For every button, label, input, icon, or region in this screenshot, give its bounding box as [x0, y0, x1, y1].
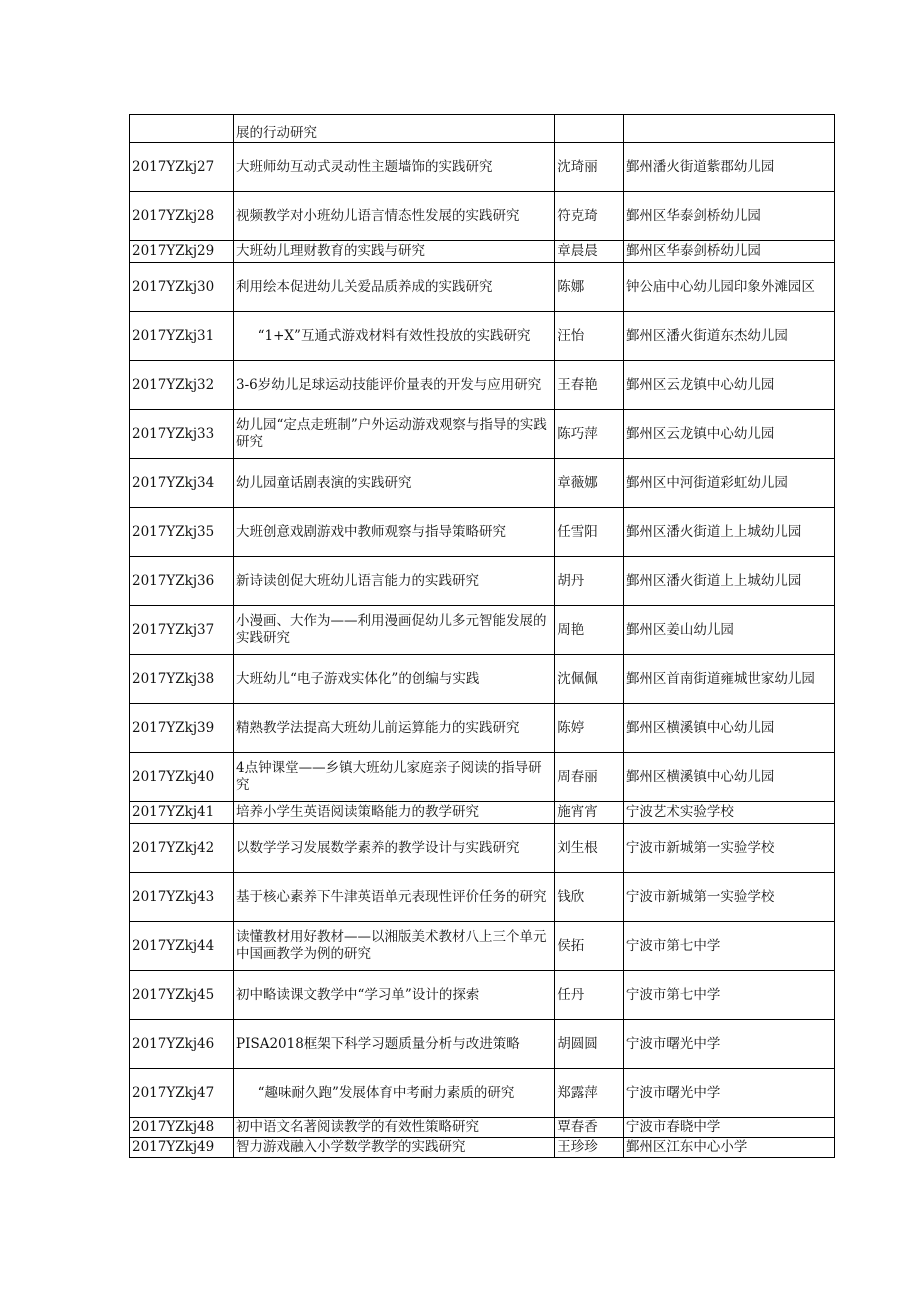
unit-cell: 鄞州区潘火街道上上城幼儿园	[623, 557, 834, 606]
name-cell: 王春艳	[555, 361, 624, 410]
unit-cell: 宁波市曙光中学	[623, 1069, 834, 1118]
name-cell: 郑露萍	[555, 1069, 624, 1118]
table-row	[130, 922, 835, 971]
title-text: 智力游戏融入小学数学教学的实践研究	[236, 1139, 466, 1155]
unit-cell: 宁波市春晓中学	[623, 1118, 834, 1138]
title-cell	[234, 1069, 555, 1118]
code-cell: 2017YZkj47	[130, 1069, 234, 1118]
title-cell	[234, 1118, 555, 1138]
code-cell: 2017YZkj40	[130, 753, 234, 802]
title-cell	[234, 606, 555, 655]
table-row	[130, 1118, 835, 1138]
code-cell: 2017YZkj28	[130, 192, 234, 241]
code-cell: 2017YZkj44	[130, 922, 234, 971]
title-cell	[234, 802, 555, 824]
unit-cell: 鄞州区横溪镇中心幼儿园	[623, 704, 834, 753]
name-cell: 施宵宵	[555, 802, 624, 824]
unit-cell: 鄞州区中河街道彩虹幼儿园	[623, 459, 834, 508]
code-cell: 2017YZkj42	[130, 824, 234, 873]
title-text: 大班幼儿理财教育的实践与研究	[236, 243, 426, 259]
name-cell: 钱欣	[555, 873, 624, 922]
title-cell	[234, 312, 555, 361]
title-cell	[234, 922, 555, 971]
code-cell	[130, 115, 234, 143]
title-cell	[234, 241, 555, 263]
title-text: 4点钟课堂——乡镇大班幼儿家庭亲子阅读的指导研究	[236, 760, 542, 793]
title-cell	[234, 753, 555, 802]
table-row	[130, 1020, 835, 1069]
table-row	[130, 873, 835, 922]
table-row	[130, 263, 835, 312]
title-text: 视频教学对小班幼儿语言情态性发展的实践研究	[236, 207, 520, 224]
unit-cell: 鄞州区潘火街道东杰幼儿园	[623, 312, 834, 361]
code-cell: 2017YZkj35	[130, 508, 234, 557]
code-cell: 2017YZkj45	[130, 971, 234, 1020]
title-cell	[234, 115, 555, 143]
title-cell	[234, 824, 555, 873]
table-row	[130, 1138, 835, 1158]
unit-cell: 鄞州区横溪镇中心幼儿园	[623, 753, 834, 802]
title-cell	[234, 361, 555, 410]
unit-cell: 鄞州区华泰剑桥幼儿园	[623, 241, 834, 263]
title-cell	[234, 873, 555, 922]
name-cell: 周春丽	[555, 753, 624, 802]
code-cell: 2017YZkj31	[130, 312, 234, 361]
name-cell: 胡丹	[555, 557, 624, 606]
name-cell: 陈娜	[555, 263, 624, 312]
title-cell	[234, 143, 555, 192]
code-cell: 2017YZkj36	[130, 557, 234, 606]
table-row	[130, 1069, 835, 1118]
unit-cell	[623, 115, 834, 143]
name-cell: 汪怡	[555, 312, 624, 361]
table-row	[130, 655, 835, 704]
unit-cell: 宁波市新城第一实验学校	[623, 824, 834, 873]
table-row	[130, 192, 835, 241]
unit-cell: 宁波艺术实验学校	[623, 802, 834, 824]
title-text: 幼儿园童话剧表演的实践研究	[236, 474, 412, 491]
table-row	[130, 802, 835, 824]
title-text: 基于核心素养下牛津英语单元表现性评价任务的研究	[236, 888, 547, 905]
title-text: 精熟教学法提高大班幼儿前运算能力的实践研究	[236, 719, 520, 736]
table-row-continued	[130, 115, 835, 143]
table-row	[130, 361, 835, 410]
title-cell	[234, 1138, 555, 1158]
code-cell: 2017YZkj32	[130, 361, 234, 410]
code-cell: 2017YZkj48	[130, 1118, 234, 1138]
name-cell: 章薇娜	[555, 459, 624, 508]
code-cell: 2017YZkj43	[130, 873, 234, 922]
title-cell	[234, 704, 555, 753]
unit-cell: 鄞州区江东中心小学	[623, 1138, 834, 1158]
code-cell: 2017YZkj37	[130, 606, 234, 655]
title-cell	[234, 192, 555, 241]
code-cell: 2017YZkj39	[130, 704, 234, 753]
title-text: 初中略读课文教学中“学习单”设计的探索	[236, 986, 480, 1003]
title-text: 以数学学习发展数学素养的教学设计与实践研究	[236, 839, 520, 856]
unit-cell: 宁波市第七中学	[623, 922, 834, 971]
name-cell: 周艳	[555, 606, 624, 655]
unit-cell: 鄞州区姜山幼儿园	[623, 606, 834, 655]
unit-cell: 宁波市新城第一实验学校	[623, 873, 834, 922]
title-text: 初中语文名著阅读教学的有效性策略研究	[236, 1119, 480, 1135]
table-row	[130, 241, 835, 263]
code-cell: 2017YZkj46	[130, 1020, 234, 1069]
name-cell: 陈巧萍	[555, 410, 624, 459]
title-text: 大班幼儿“电子游戏实体化”的创编与实践	[236, 670, 480, 687]
title-text: 大班创意戏剧游戏中教师观察与指导策略研究	[236, 523, 507, 540]
code-cell: 2017YZkj38	[130, 655, 234, 704]
title-text: 培养小学生英语阅读策略能力的教学研究	[236, 804, 480, 820]
name-cell: 侯拓	[555, 922, 624, 971]
title-text: 3-6岁幼儿足球运动技能评价量表的开发与应用研究	[236, 376, 542, 393]
name-cell: 任丹	[555, 971, 624, 1020]
project-table	[129, 114, 835, 1158]
table-row	[130, 824, 835, 873]
title-cell	[234, 508, 555, 557]
title-cell	[234, 410, 555, 459]
title-text: “趣味耐久跑”发展体育中考耐力素质的研究	[257, 1084, 515, 1101]
name-cell: 陈婷	[555, 704, 624, 753]
code-cell: 2017YZkj27	[130, 143, 234, 192]
unit-cell: 钟公庙中心幼儿园印象外滩园区	[623, 263, 834, 312]
title-cell	[234, 1020, 555, 1069]
table-row	[130, 704, 835, 753]
name-cell	[555, 115, 624, 143]
title-text: 读懂教材用好教材——以湘版美术教材八上三个单元中国画教学为例的研究	[236, 929, 547, 962]
name-cell: 沈佩佩	[555, 655, 624, 704]
name-cell: 王珍珍	[555, 1138, 624, 1158]
unit-cell: 鄞州区华泰剑桥幼儿园	[623, 192, 834, 241]
name-cell: 刘生根	[555, 824, 624, 873]
title-text: 大班师幼互动式灵动性主题墙饰的实践研究	[236, 158, 493, 175]
code-cell: 2017YZkj29	[130, 241, 234, 263]
unit-cell: 鄞州区云龙镇中心幼儿园	[623, 361, 834, 410]
table-row	[130, 410, 835, 459]
unit-cell: 鄞州区首南街道雍城世家幼儿园	[623, 655, 834, 704]
table-row	[130, 459, 835, 508]
title-cell	[234, 459, 555, 508]
code-cell: 2017YZkj33	[130, 410, 234, 459]
unit-cell: 鄞州潘火街道紫郡幼儿园	[623, 143, 834, 192]
unit-cell: 宁波市曙光中学	[623, 1020, 834, 1069]
table-row	[130, 143, 835, 192]
table-row	[130, 971, 835, 1020]
table-row	[130, 557, 835, 606]
table-row	[130, 753, 835, 802]
title-cell	[234, 971, 555, 1020]
unit-cell: 鄞州区潘火街道上上城幼儿园	[623, 508, 834, 557]
title-cell	[234, 263, 555, 312]
unit-cell: 宁波市第七中学	[623, 971, 834, 1020]
name-cell: 任雪阳	[555, 508, 624, 557]
name-cell: 符克琦	[555, 192, 624, 241]
name-cell: 覃春香	[555, 1118, 624, 1138]
title-text: “1+X”互通式游戏材料有效性投放的实践研究	[257, 327, 531, 344]
title-text: 新诗读创促大班幼儿语言能力的实践研究	[236, 572, 480, 589]
code-cell: 2017YZkj34	[130, 459, 234, 508]
name-cell: 胡圆圆	[555, 1020, 624, 1069]
title-cell	[234, 655, 555, 704]
table-row	[130, 508, 835, 557]
table-row	[130, 312, 835, 361]
unit-cell: 鄞州区云龙镇中心幼儿园	[623, 410, 834, 459]
name-cell: 章晨晨	[555, 241, 624, 263]
code-cell: 2017YZkj49	[130, 1138, 234, 1158]
title-text: PISA2018框架下科学习题质量分析与改进策略	[236, 1035, 520, 1052]
title-text: 幼儿园“定点走班制”户外运动游戏观察与指导的实践研究	[236, 417, 547, 450]
code-cell: 2017YZkj30	[130, 263, 234, 312]
title-text: 利用绘本促进幼儿关爱品质养成的实践研究	[236, 278, 493, 295]
table-row	[130, 606, 835, 655]
title-text: 小漫画、大作为——利用漫画促幼儿多元智能发展的实践研究	[236, 613, 547, 646]
code-cell: 2017YZkj41	[130, 802, 234, 824]
name-cell: 沈琦丽	[555, 143, 624, 192]
title-text: 展的行动研究	[236, 125, 318, 141]
title-cell	[234, 557, 555, 606]
